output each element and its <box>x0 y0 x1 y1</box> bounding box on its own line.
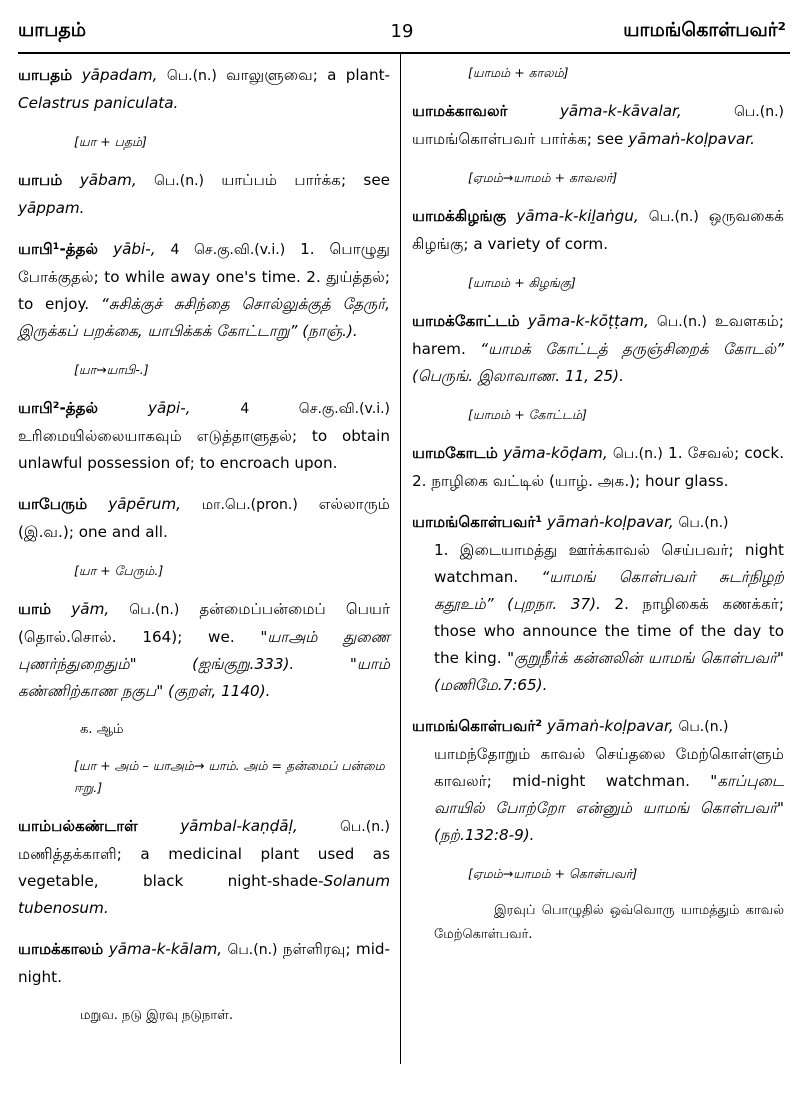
transliteration: yām, <box>71 600 110 618</box>
etymology: [யாமம் + கிழங்கு] <box>468 275 576 290</box>
transliteration: yāpadam, <box>81 66 158 84</box>
quotation: "காப்புடை வாயில் போற்றோ என்னும் யாமங் கொள்பவர்" (நற்.132:8-9). <box>434 772 784 844</box>
transliteration: yāpi-, <box>148 399 191 417</box>
definition: 1. சேவல்; cock. 2. நாழிகை வட்டில் (யாழ். அக.); hour glass. <box>412 444 785 490</box>
headword: யாம்பல்கண்டாள் <box>18 817 138 835</box>
part-of-speech: பெ.(n.) <box>339 819 390 835</box>
definition: 1. இடையாமத்து ஊர்க்காவல் செய்பவர்; night watchman. <box>434 541 784 586</box>
definition-italic: yāmaṅ-koḷpavar. <box>628 130 755 148</box>
entry-yama-k-kalam <box>18 936 390 991</box>
part-of-speech: பெ.(n.) <box>656 314 707 330</box>
headword: யாபேரும் <box>18 495 88 513</box>
definition: நள்ளிரவு; mid-night. <box>18 940 391 986</box>
transliteration: yāma-k-kiḻaṅgu, <box>516 207 639 225</box>
transliteration: yāma-k-kōṭṭam, <box>527 312 649 330</box>
entry-yama-k-kavalar <box>412 98 784 153</box>
headword: யாமக்கிழங்கு <box>412 207 507 225</box>
definition: எல்லாரும் (இ.வ.); one and all. <box>18 495 390 541</box>
column-divider <box>400 54 401 1064</box>
quotation: “யாமக் கோட்டத் தருஞ்சிறைக் கோடல்” (பெருங். இலாவாண. 11, 25). <box>412 340 785 385</box>
entry-yamang-kolpavar-1 <box>412 509 784 699</box>
headword: யாபதம் <box>18 66 73 84</box>
quotation-2: "குறுநீர்க் கன்னலின் யாமங் கொள்பவர்" (மணிமே.7:65). <box>434 649 784 694</box>
definition: வாலுளுவை; a plant- <box>226 66 391 84</box>
part-of-speech: பெ.(n.) <box>227 942 278 958</box>
definition: உவளகம்; harem. <box>412 312 784 358</box>
headword: யாபம் <box>18 171 63 189</box>
transliteration: yāmaṅ-koḷpavar, <box>546 513 674 531</box>
entry-yama-k-kilangu <box>412 203 784 258</box>
definition: ஒருவகைக் கிழங்கு; a variety of corm. <box>412 207 784 253</box>
definition: யாமங்கொள்பவர் பார்க்க; see <box>412 130 624 148</box>
entry-yamang-kolpavar-2 <box>412 713 784 849</box>
synonym-note: மறுவ. நடு இரவு நடுநாள். <box>80 1008 233 1023</box>
headword: யாம் <box>18 600 52 618</box>
transliteration: yāma-k-kāvalar, <box>559 102 682 120</box>
headword: யாமக்காலம் <box>18 940 104 958</box>
etymology: [ஏமம்→யாமம் + கொள்பவர்] <box>468 866 638 881</box>
etymology: [யா + பேரும்.] <box>74 563 164 578</box>
entry-yabi-1 <box>18 236 390 345</box>
definition: தன்மைப்பன்மைப் பெயர் (தொல்.சொல். 164); we. <box>18 600 391 646</box>
cognate-note: க. ஆம் <box>80 722 124 737</box>
quotation: "யாஅம் துணை புணர்ந்துறைதும்" (ஐங்குறு.333). "யாம் கண்ணிற்காண நகுப" (குறள், 1140). <box>18 628 390 700</box>
headword: யாமக்காவலர் <box>412 102 508 120</box>
transliteration: yābi-, <box>113 240 156 258</box>
right-guide-word: யாமங்கொள்பவர்² <box>623 18 786 41</box>
transliteration: yāmbal-kaṇḍāḷ, <box>180 817 298 835</box>
definition: 1. பொழுது போக்குதல்; to while away one's time. 2. துய்த்தல்; to enjoy. <box>18 240 391 313</box>
etymology: [ஏமம்→யாமம் + காவலர்] <box>468 170 618 185</box>
definition: மணித்தக்காளி; a medicinal plant used as vegetable, black night-shade- <box>18 845 390 890</box>
definition-italic: Celastrus paniculata. <box>18 94 179 112</box>
header-rule <box>18 52 790 54</box>
etymology: [யா + பதம்] <box>74 134 147 149</box>
definition-italic: yāppam. <box>18 199 85 217</box>
transliteration: yāma-k-kālam, <box>108 940 223 958</box>
part-of-speech: பெ.(n.) <box>166 68 217 84</box>
entry-yapi-2 <box>18 395 390 477</box>
entry-yaam <box>18 596 390 705</box>
etymology: [யாமம் + கோட்டம்] <box>468 407 587 422</box>
part-of-speech: பெ.(n.) <box>678 515 729 531</box>
entry-yaperum <box>18 491 390 546</box>
quotation: “சுசிக்குச் சுசிந்தை சொல்லுக்குத் தேருர், இருக்கப் பறக்கை, யாபிக்கக் கோட்டாறு” (நாஞ்.). <box>18 295 390 340</box>
part-of-speech: பெ.(n.) <box>733 104 784 120</box>
headword: யாபி²-த்தல் <box>18 399 99 417</box>
part-of-speech: பெ.(n.) <box>648 209 699 225</box>
headword: யாபி¹-த்தல் <box>18 240 99 258</box>
quotation: “யாமங் கொள்பவர் சுடர்நிழற் கதூஉம்” (புறநா. 37). <box>434 568 784 613</box>
transliteration: yāpērum, <box>108 495 181 513</box>
transliteration: yāmaṅ-koḷpavar, <box>546 717 674 735</box>
transliteration: yābam, <box>79 171 137 189</box>
part-of-speech: 4 செ.கு.வி.(v.i.) <box>170 242 286 258</box>
explanatory-note: இரவுப் பொழுதில் ஒவ்வொரு யாமத்தும் காவல் மேற்கொள்பவர். <box>434 903 784 942</box>
entry-yambal-kandal <box>18 813 390 922</box>
definition: உரிமையில்லையாகவும் எடுத்தாளுதல்; to obtain unlawful possession of; to encroach upon. <box>18 427 390 472</box>
definition-2: 2. நாழிகைக் கணக்கர்; those who announce the time of the day to the king. <box>434 595 784 667</box>
entry-yapadam <box>18 62 390 117</box>
headword: யாமகோடம் <box>412 444 498 462</box>
etymology: [யாமம் + காலம்] <box>468 65 569 80</box>
part-of-speech: பெ.(n.) <box>129 602 180 618</box>
part-of-speech: பெ.(n.) <box>153 173 204 189</box>
page-header <box>18 14 786 48</box>
part-of-speech: பெ.(n.) <box>678 719 729 735</box>
left-column <box>18 62 390 1041</box>
part-of-speech: பெ.(n.) <box>612 446 663 462</box>
entry-yabam <box>18 167 390 222</box>
part-of-speech: மா.பெ.(pron.) <box>201 497 298 513</box>
entry-yama-k-kottam <box>412 308 784 390</box>
etymology: [யா→யாபி-.] <box>74 362 149 377</box>
right-column <box>412 62 784 957</box>
transliteration: yāma-kōḍam, <box>503 444 608 462</box>
headword: யாமக்கோட்டம் <box>412 312 520 330</box>
part-of-speech: 4 செ.கு.வி.(v.i.) <box>240 401 390 417</box>
page-number: 19 <box>390 20 414 42</box>
definition-italic: Solanum tubenosum. <box>18 872 390 917</box>
definition: யாப்பம் பார்க்க; see <box>221 171 391 189</box>
definition: யாமந்தோறும் காவல் செய்தலை மேற்கொள்ளும் காவலர்; mid-night watchman. <box>434 745 784 790</box>
left-guide-word: யாபதம் <box>18 18 87 41</box>
entry-yama-kodam <box>412 440 784 495</box>
etymology: [யா + அம் – யாஅம்→ யாம். அம் = தன்மைப் பன்மை ஈறு.] <box>74 758 385 795</box>
headword: யாமங்கொள்பவர்² <box>412 717 543 735</box>
headword: யாமங்கொள்பவர்¹ <box>412 513 543 531</box>
